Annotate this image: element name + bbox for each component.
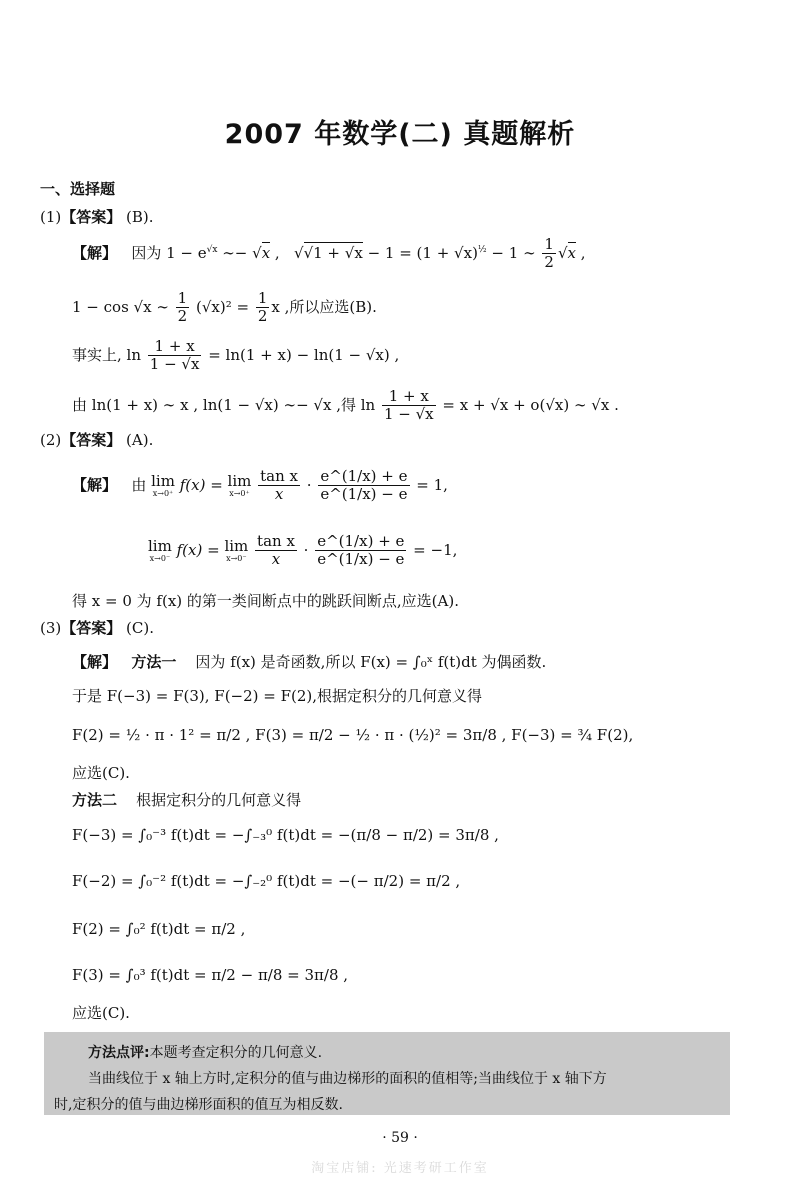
q1-l1d: − 1 = (1 + √x) — [362, 243, 478, 262]
q2-sol-tag: 【解】 — [72, 475, 118, 494]
note-tag: 方法点评: — [88, 1045, 150, 1061]
q1-answer-tag: 【答案】 — [61, 208, 122, 226]
q1-l4-frac: $\frac{1 + x}{1 - √x}$ — [383, 387, 434, 424]
q3-method2-line: 方法二 根据定积分的几何意义得 — [72, 791, 302, 809]
note-line-1: 方法点评:本题考查定积分的几何意义. — [88, 1045, 323, 1061]
q1-sqrtx: x — [261, 243, 271, 262]
q1-half-frac: $\frac{1}{2}$ — [544, 235, 554, 272]
method-comment-box — [44, 1032, 730, 1115]
section-heading: 一、选择题 — [40, 180, 116, 198]
q1-l3-frac: $\frac{1 + x}{1 - √x}$ — [149, 337, 200, 374]
q1-number: (1) — [40, 208, 62, 226]
q3-sol-tag: 【解】 — [72, 653, 118, 671]
q2-answer-line: (2)【答案】 (A). — [40, 431, 154, 449]
page-number: · 59 · — [382, 1130, 418, 1146]
q2-solution-line-1: 【解】 由 lim x→0⁺ f(x) = lim x→0⁺ $\frac{\text{tan x}}{x}$ · $\frac{e\^{}(1/x) + e}{e\^{}(1/x) - e}$ = 1, — [72, 467, 448, 504]
q1-solution-line-3: 事实上, ln $\frac{1 + x}{1 - √x}$ = ln(1 + x) − ln(1 − √x) , — [72, 337, 400, 374]
q1-solution-line-2: 1 − cos √x ∼ $\frac{1}{2}$ (√x)² = $\frac{1}{2}$ x ,所以应选(B). — [72, 289, 377, 326]
q3-eq-1: F(−3) = ∫₀⁻³ f(t)dt = −∫₋₃⁰ f(t)dt = −(π/8 − π/2) = 3π/8 , — [72, 826, 499, 844]
note-line-3: 时,定积分的值与曲边梯形面积的值互为相反数. — [54, 1097, 343, 1113]
q2-answer-tag: 【答案】 — [61, 431, 122, 449]
q1-l1b: ∼− — [217, 243, 253, 262]
q1-l2-frac-b: $\frac{1}{2}$ — [257, 289, 268, 326]
q1-l2-frac-a: $\frac{1}{2}$ — [177, 289, 188, 326]
q3-line-2: 于是 F(−3) = F(3), F(−2) = F(2),根据定积分的几何意义得 — [72, 687, 483, 705]
q3-answer-line: (3)【答案】 (C). — [40, 619, 154, 637]
note-line-2: 当曲线位于 x 轴上方时,定积分的值与曲边梯形的面积的值相等;当曲线位于 x 轴下方 — [88, 1071, 607, 1087]
q2-conclusion: 得 x = 0 为 f(x) 的第一类间断点中的跳跃间断点,应选(A). — [72, 592, 459, 610]
q1-solution-line-4: 由 ln(1 + x) ∼ x , ln(1 − √x) ∼− √x ,得 ln $\frac{1 + x}{1 - √x}$ = x + √x + o(√x) ∼ √x . — [72, 387, 619, 424]
q3-eq-2: F(−2) = ∫₀⁻² f(t)dt = −∫₋₂⁰ f(t)dt = −(− π/2) = π/2 , — [72, 872, 461, 890]
q3-method1-tag: 方法一 — [131, 653, 177, 671]
q3-eq-3: F(2) = ∫₀² f(t)dt = π/2 , — [72, 920, 246, 938]
q2-answer: (A). — [126, 431, 154, 449]
q3-line-3: F(2) = ½ · π · 1² = π/2 , F(3) = π/2 − ½ · π · (½)² = 3π/8 , F(−3) = ¾ F(2), — [72, 726, 634, 744]
q1-answer: (B). — [126, 208, 154, 226]
q1-sol-tag: 【解】 — [72, 243, 118, 262]
page-title: 2007 年数学(二) 真题解析 — [224, 119, 576, 150]
q1-l1e: − 1 ∼ — [486, 243, 541, 262]
q3-choose-2: 应选(C). — [72, 1004, 130, 1022]
q1-l1c: √1 + √x — [303, 243, 363, 262]
q3-choose-1: 应选(C). — [72, 764, 130, 782]
q3-eq-4: F(3) = ∫₀³ f(t)dt = π/2 − π/8 = 3π/8 , — [72, 966, 349, 984]
watermark: 淘宝店铺: 光速考研工作室 — [311, 1161, 489, 1176]
q3-method1-line: 【解】 方法一 因为 f(x) 是奇函数,所以 F(x) = ∫₀ˣ f(t)dt 为偶函数. — [72, 653, 547, 671]
q2-solution-line-2: lim x→0⁻ f(x) = lim x→0⁻ $\frac{\text{tan x}}{x}$ · $\frac{e\^{}(1/x) + e}{e\^{}(1/x) - e}$ = −1, — [148, 532, 458, 569]
q1-solution-line-1: 【解】 因为 $1 - e^{√x}$ ∼− √x , $√√1 + √x - 1 = (1 + √x)^{\frac{1}{2}} - 1$ ∼ $\frac{1}{2}$ √x , — [72, 235, 586, 272]
q1-answer-line — [40, 210, 154, 225]
q3-method2-tag: 方法二 — [72, 791, 118, 809]
q3-answer: (C). — [126, 619, 154, 637]
q3-answer-tag: 【答案】 — [61, 619, 122, 637]
q1-l1a: 因为 1 − e — [131, 243, 207, 262]
